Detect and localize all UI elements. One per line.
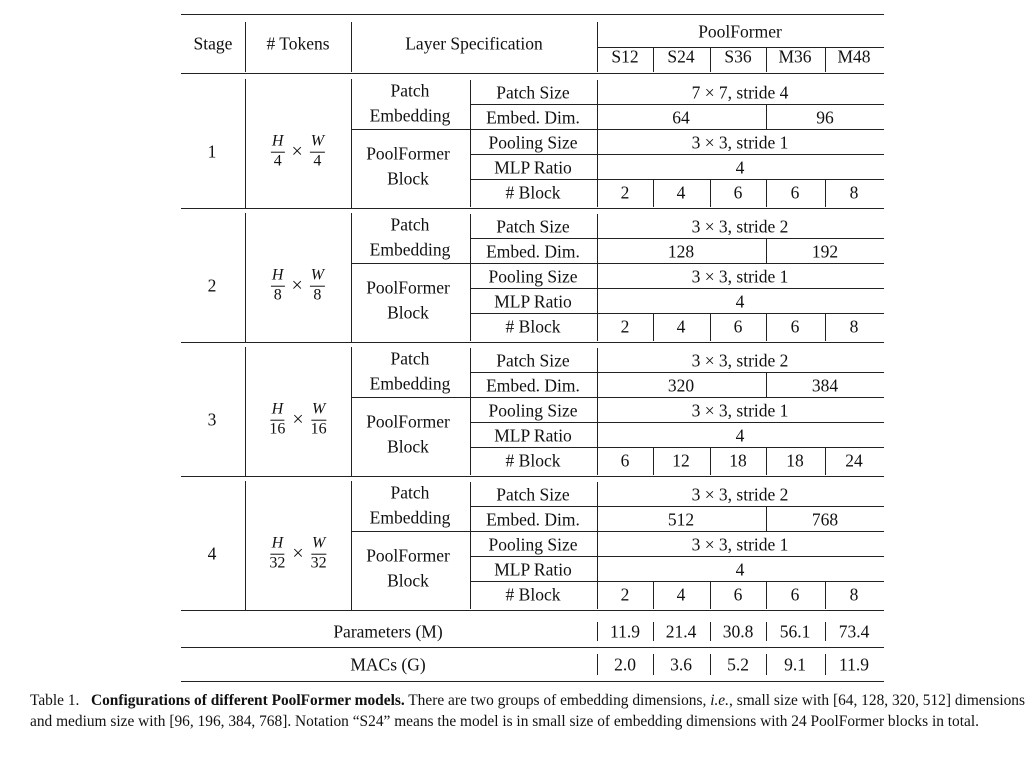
v-rule (470, 214, 471, 341)
v-rule (653, 448, 654, 475)
parameters-value: 30.8 (722, 621, 754, 642)
caption-prefix: Table 1. (30, 692, 80, 709)
v-rule (710, 448, 711, 475)
v-rule (825, 622, 826, 641)
stage-4-number: 4 (207, 543, 217, 564)
patch-size-label: Patch Size (496, 483, 570, 504)
block-count-value: 8 (849, 315, 859, 336)
header-stage: Stage (193, 33, 233, 54)
tokens-h-fraction (271, 268, 285, 305)
pooling-size-label: Pooling Size (488, 131, 578, 152)
v-rule (710, 180, 711, 207)
v-rule (766, 180, 767, 207)
header-model-s12: S12 (611, 46, 639, 67)
macs-label: MACs (G) (350, 654, 426, 675)
embed-dim-label: Embed. Dim. (486, 508, 580, 529)
stage-2-number: 2 (207, 275, 217, 296)
h-rule (470, 422, 884, 423)
v-rule (597, 80, 598, 207)
top-rule (181, 14, 884, 15)
block-count-value: 6 (733, 181, 743, 202)
num-block-label: # Block (505, 315, 561, 336)
v-rule (710, 622, 711, 641)
pooling-size-label: Pooling Size (488, 533, 578, 554)
embed-dim-medium-value: 96 (816, 106, 834, 127)
macs-value: 5.2 (727, 654, 749, 675)
header-model-m36: M36 (778, 46, 812, 67)
block-count-value: 6 (733, 315, 743, 336)
patch-size-label: Patch Size (496, 349, 570, 370)
macs-value: 2.0 (614, 654, 636, 675)
h-denominator: 8 (273, 286, 282, 304)
patch-size-value: 3 × 3, stride 2 (691, 215, 789, 236)
w-symbol: W (311, 536, 326, 555)
v-rule (710, 48, 711, 72)
mlp-ratio-label: MLP Ratio (494, 290, 572, 311)
embed-dim-label: Embed. Dim. (486, 240, 580, 261)
macs-value: 3.6 (670, 654, 692, 675)
v-rule (597, 348, 598, 475)
caption-text-a: There are two groups of embedding dimensions, (408, 692, 707, 709)
w-symbol: W (311, 402, 326, 421)
stage-1-embedding-label: Embedding (369, 105, 451, 126)
v-rule (470, 482, 471, 609)
tokens-w-fraction (311, 402, 327, 439)
block-count-value: 18 (729, 449, 747, 470)
stage-1-number: 1 (207, 141, 217, 162)
v-rule (245, 481, 246, 610)
v-rule (597, 654, 598, 675)
h-rule (470, 556, 884, 557)
stage-1-patch-label: Patch (390, 80, 430, 101)
header-layer-spec: Layer Specification (405, 33, 543, 54)
h-rule (470, 238, 884, 239)
patch-size-value: 7 × 7, stride 4 (691, 81, 789, 102)
h-rule (351, 531, 884, 532)
stage-2-poolformer-label: PoolFormer (366, 277, 450, 298)
patch-size-label: Patch Size (496, 81, 570, 102)
v-rule (351, 347, 352, 476)
pooling-size-value: 3 × 3, stride 1 (691, 533, 789, 554)
stage-4-embedding-label: Embedding (369, 507, 451, 528)
w-symbol: W (310, 134, 325, 153)
stage-3-tokens (269, 402, 326, 439)
stage-4-bottom-rule (181, 610, 884, 611)
patch-size-label: Patch Size (496, 215, 570, 236)
times-symbol: × (291, 275, 303, 297)
tokens-w-fraction (311, 536, 327, 573)
v-rule (351, 22, 352, 72)
stage-1-poolformer-label: PoolFormer (366, 143, 450, 164)
parameters-value: 11.9 (610, 621, 640, 642)
embed-dim-small-value: 128 (667, 240, 695, 261)
stage-1-block-label: Block (387, 168, 429, 189)
h-symbol: H (271, 402, 285, 421)
stage-3-block-label: Block (387, 436, 429, 457)
mlp-ratio-value: 4 (735, 558, 745, 579)
stage-3-patch-label: Patch (390, 348, 430, 369)
block-count-value: 4 (676, 181, 686, 202)
parameters-label: Parameters (M) (333, 621, 443, 642)
mlp-ratio-label: MLP Ratio (494, 558, 572, 579)
parameters-bottom-rule (181, 647, 884, 648)
h-symbol: H (271, 536, 285, 555)
header-model-m48: M48 (837, 46, 871, 67)
embed-dim-small-value: 512 (667, 508, 695, 529)
v-rule (766, 239, 767, 263)
embed-dim-medium-value: 192 (811, 240, 839, 261)
patch-size-value: 3 × 3, stride 2 (691, 349, 789, 370)
v-rule (245, 347, 246, 476)
w-denominator: 4 (313, 152, 322, 170)
caption-text-b: , small size with [64, 128, 320, 512] dimensions and medium size with [96, 196, 384, 768]. Notation “S24” means the model is in small size of embedding dimensions with 24 PoolFormer blocks in total. (30, 692, 1025, 730)
mlp-ratio-value: 4 (735, 290, 745, 311)
stage-2-embedding-label: Embedding (369, 239, 451, 260)
v-rule (766, 582, 767, 609)
times-symbol: × (292, 543, 304, 565)
block-count-value: 6 (733, 583, 743, 604)
h-rule (470, 506, 884, 507)
stage-1-bottom-rule (181, 208, 884, 209)
block-count-value: 18 (786, 449, 804, 470)
v-rule (653, 582, 654, 609)
h-rule (470, 104, 884, 105)
v-rule (245, 213, 246, 342)
h-rule (470, 179, 884, 180)
mlp-ratio-label: MLP Ratio (494, 156, 572, 177)
embed-dim-label: Embed. Dim. (486, 106, 580, 127)
pooling-size-label: Pooling Size (488, 265, 578, 286)
h-rule (351, 263, 884, 264)
embed-dim-small-value: 320 (667, 374, 695, 395)
macs-value: 9.1 (784, 654, 806, 675)
v-rule (470, 348, 471, 475)
block-count-value: 6 (790, 315, 800, 336)
v-rule (766, 105, 767, 129)
v-rule (825, 48, 826, 72)
stage-2-tokens (271, 268, 325, 305)
block-count-value: 6 (790, 583, 800, 604)
pooling-size-label: Pooling Size (488, 399, 578, 420)
mlp-ratio-value: 4 (735, 424, 745, 445)
tokens-h-fraction (269, 402, 285, 439)
stage-3-bottom-rule (181, 476, 884, 477)
mlp-ratio-label: MLP Ratio (494, 424, 572, 445)
v-rule (766, 507, 767, 531)
pooling-size-value: 3 × 3, stride 1 (691, 131, 789, 152)
v-rule (597, 214, 598, 341)
v-rule (766, 622, 767, 641)
mlp-ratio-value: 4 (735, 156, 745, 177)
v-rule (710, 314, 711, 341)
v-rule (766, 448, 767, 475)
stage-2-bottom-rule (181, 342, 884, 343)
header-model-s24: S24 (667, 46, 695, 67)
h-rule (470, 581, 884, 582)
h-symbol: H (271, 134, 285, 153)
v-rule (766, 314, 767, 341)
v-rule (351, 79, 352, 208)
v-rule (825, 582, 826, 609)
block-count-value: 24 (845, 449, 863, 470)
stage-3-embedding-label: Embedding (369, 373, 451, 394)
parameters-value: 21.4 (665, 621, 697, 642)
h-rule (470, 372, 884, 373)
header-tokens: # Tokens (266, 33, 330, 54)
block-count-value: 8 (849, 181, 859, 202)
v-rule (825, 180, 826, 207)
h-denominator: 32 (269, 554, 286, 572)
v-rule (597, 482, 598, 609)
stage-3-poolformer-label: PoolFormer (366, 411, 450, 432)
h-rule (351, 129, 884, 130)
v-rule (597, 22, 598, 72)
stage-1-tokens (271, 134, 325, 171)
tokens-h-fraction (269, 536, 285, 573)
v-rule (825, 654, 826, 675)
macs-value: 11.9 (839, 654, 869, 675)
h-rule (470, 154, 884, 155)
v-rule (766, 654, 767, 675)
patch-size-value: 3 × 3, stride 2 (691, 483, 789, 504)
v-rule (766, 48, 767, 72)
embed-dim-medium-value: 384 (811, 374, 839, 395)
parameters-value: 56.1 (779, 621, 811, 642)
num-block-label: # Block (505, 181, 561, 202)
times-symbol: × (292, 409, 304, 431)
h-rule (470, 447, 884, 448)
v-rule (710, 654, 711, 675)
caption-title: Configurations of different PoolFormer models. (90, 692, 405, 709)
v-rule (766, 373, 767, 397)
v-rule (710, 582, 711, 609)
v-rule (245, 22, 246, 72)
w-denominator: 16 (310, 420, 327, 438)
block-count-value: 2 (620, 315, 630, 336)
w-denominator: 8 (313, 286, 322, 304)
w-symbol: W (310, 268, 325, 287)
h-rule (470, 288, 884, 289)
times-symbol: × (291, 141, 303, 163)
h-rule (470, 313, 884, 314)
v-rule (825, 448, 826, 475)
v-rule (245, 79, 246, 208)
parameters-value: 73.4 (838, 621, 870, 642)
h-symbol: H (271, 268, 285, 287)
v-rule (653, 180, 654, 207)
block-count-value: 2 (620, 181, 630, 202)
macs-bottom-rule (181, 681, 884, 682)
pooling-size-value: 3 × 3, stride 1 (691, 399, 789, 420)
stage-4-patch-label: Patch (390, 482, 430, 503)
h-denominator: 16 (269, 420, 286, 438)
stage-2-patch-label: Patch (390, 214, 430, 235)
embed-dim-small-value: 64 (672, 106, 690, 127)
num-block-label: # Block (505, 583, 561, 604)
num-block-label: # Block (505, 449, 561, 470)
stage-4-poolformer-label: PoolFormer (366, 545, 450, 566)
stage-4-block-label: Block (387, 570, 429, 591)
block-count-value: 12 (672, 449, 690, 470)
stage-2-block-label: Block (387, 302, 429, 323)
v-rule (653, 314, 654, 341)
block-count-value: 4 (676, 583, 686, 604)
block-count-value: 6 (620, 449, 630, 470)
tokens-h-fraction (271, 134, 285, 171)
block-count-value: 6 (790, 181, 800, 202)
stage-4-tokens (269, 536, 326, 573)
v-rule (470, 80, 471, 207)
header-poolformer: PoolFormer (698, 21, 782, 42)
header-model-s36: S36 (724, 46, 752, 67)
caption-ie: i.e. (710, 692, 729, 709)
tokens-w-fraction (310, 268, 325, 305)
v-rule (653, 622, 654, 641)
embed-dim-medium-value: 768 (811, 508, 839, 529)
embed-dim-label: Embed. Dim. (486, 374, 580, 395)
table-caption (30, 690, 1025, 732)
pooling-size-value: 3 × 3, stride 1 (691, 265, 789, 286)
stage-3-number: 3 (207, 409, 217, 430)
w-denominator: 32 (310, 554, 327, 572)
v-rule (653, 48, 654, 72)
v-rule (351, 481, 352, 610)
v-rule (351, 213, 352, 342)
v-rule (825, 314, 826, 341)
h-denominator: 4 (273, 152, 282, 170)
block-count-value: 4 (676, 315, 686, 336)
block-count-value: 8 (849, 583, 859, 604)
v-rule (653, 654, 654, 675)
block-count-value: 2 (620, 583, 630, 604)
h-rule (351, 397, 884, 398)
tokens-w-fraction (310, 134, 325, 171)
header-bottom-rule (181, 73, 884, 74)
v-rule (597, 622, 598, 641)
